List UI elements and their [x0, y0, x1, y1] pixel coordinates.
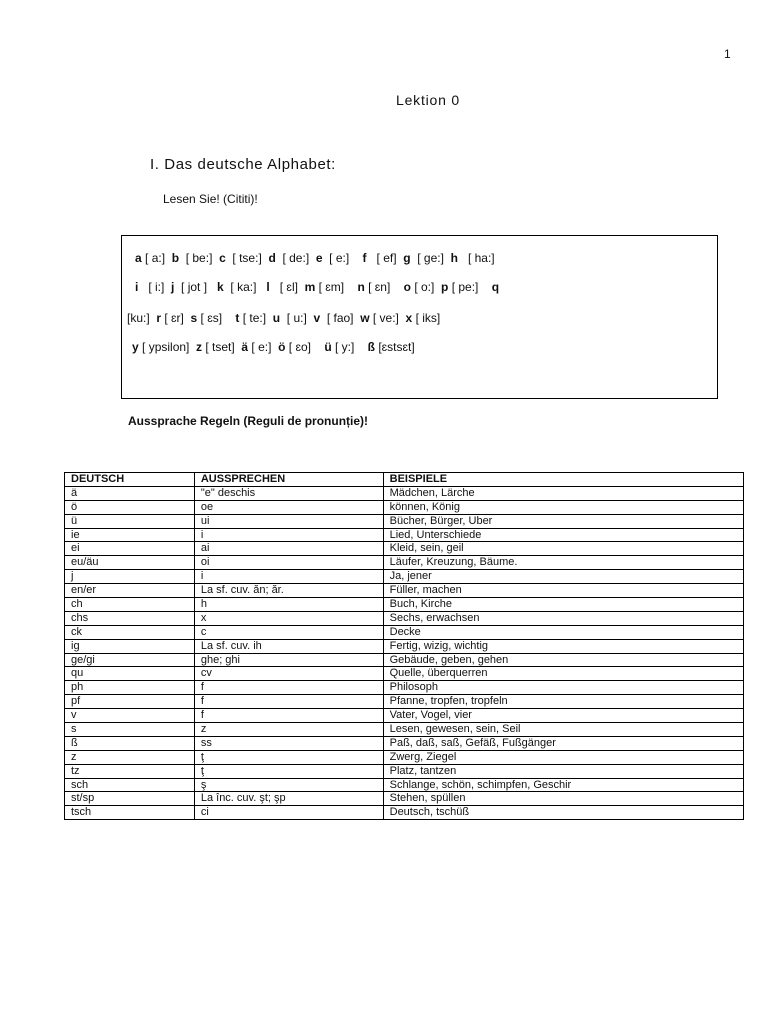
pronunciation: [ tset]: [202, 340, 242, 354]
table-row: [65, 611, 744, 625]
cell-aussprechen: ui: [194, 514, 383, 528]
cell-aussprechen: "e" deschis: [194, 486, 383, 500]
pronunciation: [ be:]: [179, 251, 220, 265]
cell-deutsch: z: [65, 750, 195, 764]
pronunciation: [ ef]: [366, 251, 404, 265]
letter: f: [362, 251, 367, 265]
pronunciation: [ ypsilon]: [138, 340, 197, 354]
cell-deutsch: eu/äu: [65, 556, 195, 570]
cell-aussprechen: La sf. cuv. ăn; ăr.: [194, 584, 383, 598]
cell-aussprechen: ghe; ghi: [194, 653, 383, 667]
letter: i: [135, 280, 139, 294]
cell-aussprechen: ţ: [194, 764, 383, 778]
letter: e: [315, 251, 323, 265]
letter: j: [171, 280, 175, 294]
cell-aussprechen: x: [194, 611, 383, 625]
cell-aussprechen: i: [194, 570, 383, 584]
pronunciation: [ u:]: [280, 311, 314, 325]
cell-deutsch: tz: [65, 764, 195, 778]
pronunciation: [ ɛs]: [197, 311, 236, 325]
letter: u: [272, 311, 281, 325]
table-row: [65, 764, 744, 778]
cell-deutsch: ch: [65, 598, 195, 612]
table-row: [65, 653, 744, 667]
letter: y: [132, 340, 139, 354]
cell-aussprechen: La sf. cuv. ih: [194, 639, 383, 653]
letter: a: [135, 251, 142, 265]
pronunciation: [ ka:]: [223, 280, 267, 294]
cell-aussprechen: La înc. cuv. şt; şp: [194, 792, 383, 806]
cell-beispiele: Platz, tantzen: [383, 764, 743, 778]
cell-aussprechen: oi: [194, 556, 383, 570]
pronunciation: [ i:]: [138, 280, 172, 294]
table-row: [65, 778, 744, 792]
cell-aussprechen: ţ: [194, 750, 383, 764]
cell-beispiele: Füller, machen: [383, 584, 743, 598]
document-title: Lektion 0: [395, 92, 461, 108]
table-row: [65, 514, 744, 528]
cell-beispiele: Philosoph: [383, 681, 743, 695]
table-row: [65, 584, 744, 598]
cell-aussprechen: f: [194, 709, 383, 723]
pronunciation: [ o:]: [411, 280, 442, 294]
cell-deutsch: ge/gi: [65, 653, 195, 667]
cell-beispiele: Deutsch, tschüß: [383, 806, 743, 820]
cell-aussprechen: cv: [194, 667, 383, 681]
pronunciation: [ tse:]: [225, 251, 269, 265]
cell-deutsch: en/er: [65, 584, 195, 598]
letter: x: [405, 311, 413, 325]
letter: m: [304, 280, 316, 294]
table-row: [65, 695, 744, 709]
pronunciation: [ ɛl]: [269, 280, 305, 294]
cell-aussprechen: f: [194, 681, 383, 695]
pronunciation: [ ɛn]: [364, 280, 404, 294]
pronunciation: [ɛstsɛt]: [375, 340, 415, 354]
header-aussprechen: AUSSPRECHEN: [194, 473, 383, 487]
cell-aussprechen: oe: [194, 500, 383, 514]
pronunciation: [ y:]: [331, 340, 368, 354]
cell-deutsch: qu: [65, 667, 195, 681]
pronunciation: [ ge:]: [410, 251, 451, 265]
letter: r: [156, 311, 162, 325]
cell-beispiele: Schlange, schön, schimpfen, Geschir: [383, 778, 743, 792]
pronunciation: [ ha:]: [457, 251, 495, 265]
cell-beispiele: Mädchen, Lärche: [383, 486, 743, 500]
cell-beispiele: Pfanne, tropfen, tropfeln: [383, 695, 743, 709]
pronunciation: [ e:]: [248, 340, 279, 354]
header-beispiele: BEISPIELE: [383, 473, 743, 487]
cell-deutsch: ei: [65, 542, 195, 556]
cell-deutsch: ä: [65, 486, 195, 500]
letter: w: [360, 311, 370, 325]
cell-deutsch: ck: [65, 625, 195, 639]
cell-aussprechen: f: [194, 695, 383, 709]
table-row: [65, 723, 744, 737]
table-row: [65, 709, 744, 723]
table-header-row: [65, 473, 744, 487]
cell-beispiele: Zwerg, Ziegel: [383, 750, 743, 764]
letter: s: [190, 311, 198, 325]
letter: ö: [278, 340, 286, 354]
letter: d: [268, 251, 276, 265]
cell-deutsch: v: [65, 709, 195, 723]
pronunciation: [ pe:]: [448, 280, 492, 294]
alphabet-line-4: [132, 340, 415, 354]
letter: p: [441, 280, 449, 294]
cell-aussprechen: ci: [194, 806, 383, 820]
letter: z: [196, 340, 203, 354]
pronunciation: [ ɛo]: [285, 340, 325, 354]
cell-deutsch: ph: [65, 681, 195, 695]
cell-deutsch: ß: [65, 736, 195, 750]
cell-deutsch: ie: [65, 528, 195, 542]
letter: h: [450, 251, 458, 265]
letter: t: [235, 311, 240, 325]
pronunciation: [ jot ]: [174, 280, 218, 294]
pronunciation-rules-table: [64, 472, 744, 820]
instruction-text: Lesen Sie! (Cititi)!: [163, 192, 258, 206]
header-deutsch: DEUTSCH: [65, 473, 195, 487]
cell-aussprechen: h: [194, 598, 383, 612]
cell-beispiele: Vater, Vogel, vier: [383, 709, 743, 723]
page-number: 1: [724, 47, 731, 61]
cell-aussprechen: c: [194, 625, 383, 639]
pronunciation: [ e:]: [322, 251, 363, 265]
pronunciation: [ iks]: [412, 311, 441, 325]
letter: ü: [324, 340, 332, 354]
letter: n: [357, 280, 365, 294]
table-row: [65, 792, 744, 806]
cell-aussprechen: ai: [194, 542, 383, 556]
cell-beispiele: Ja, jener: [383, 570, 743, 584]
cell-aussprechen: ş: [194, 778, 383, 792]
cell-deutsch: pf: [65, 695, 195, 709]
alphabet-box: [121, 235, 718, 399]
table-row: [65, 667, 744, 681]
cell-deutsch: chs: [65, 611, 195, 625]
rules-heading: Aussprache Regeln (Reguli de pronunție)!: [128, 414, 369, 428]
pronunciation: [ te:]: [239, 311, 273, 325]
letter: l: [266, 280, 270, 294]
cell-beispiele: Bücher, Bürger, Uber: [383, 514, 743, 528]
cell-deutsch: j: [65, 570, 195, 584]
alphabet-line-1: [135, 251, 495, 265]
table-row: [65, 681, 744, 695]
letter: ß: [367, 340, 376, 354]
pronunciation: [ de:]: [275, 251, 316, 265]
table-row: [65, 625, 744, 639]
letter: o: [403, 280, 411, 294]
pronunciation: [ ɛm]: [315, 280, 358, 294]
alphabet-line-2: [135, 280, 499, 294]
cell-beispiele: Buch, Kirche: [383, 598, 743, 612]
alphabet-line-3: [127, 311, 440, 325]
cell-aussprechen: i: [194, 528, 383, 542]
letter: b: [171, 251, 180, 265]
pronunciation: [ ɛr]: [161, 311, 191, 325]
table-row: [65, 806, 744, 820]
cell-beispiele: Läufer, Kreuzung, Bäume.: [383, 556, 743, 570]
table-row: [65, 542, 744, 556]
letter: q: [491, 280, 500, 294]
letter: v: [313, 311, 321, 325]
table-row: [65, 639, 744, 653]
letter: c: [219, 251, 226, 265]
cell-deutsch: st/sp: [65, 792, 195, 806]
cell-deutsch: s: [65, 723, 195, 737]
cell-aussprechen: ss: [194, 736, 383, 750]
table-row: [65, 750, 744, 764]
table-row: [65, 528, 744, 542]
cell-beispiele: Quelle, überquerren: [383, 667, 743, 681]
cell-beispiele: Kleid, sein, geil: [383, 542, 743, 556]
table-row: [65, 556, 744, 570]
cell-deutsch: sch: [65, 778, 195, 792]
cell-beispiele: Fertig, wizig, wichtig: [383, 639, 743, 653]
cell-deutsch: ig: [65, 639, 195, 653]
letter: g: [403, 251, 411, 265]
cell-beispiele: Lied, Unterschiede: [383, 528, 743, 542]
pronunciation: [ fao]: [320, 311, 361, 325]
table-row: [65, 736, 744, 750]
cell-beispiele: Lesen, gewesen, sein, Seil: [383, 723, 743, 737]
cell-beispiele: Gebäude, geben, gehen: [383, 653, 743, 667]
table-row: [65, 486, 744, 500]
cell-beispiele: Decke: [383, 625, 743, 639]
cell-beispiele: Stehen, spüllen: [383, 792, 743, 806]
pronunciation: [ a:]: [141, 251, 172, 265]
cell-beispiele: können, König: [383, 500, 743, 514]
table-row: [65, 570, 744, 584]
cell-beispiele: Sechs, erwachsen: [383, 611, 743, 625]
letter: ä: [241, 340, 249, 354]
letter: k: [217, 280, 224, 294]
pronunciation: [ku:]: [127, 311, 157, 325]
cell-beispiele: Paß, daß, saß, Gefäß, Fußgänger: [383, 736, 743, 750]
cell-deutsch: tsch: [65, 806, 195, 820]
section-heading: I. Das deutsche Alphabet:: [150, 156, 336, 173]
table-row: [65, 500, 744, 514]
pronunciation: [ ve:]: [369, 311, 406, 325]
cell-deutsch: ü: [65, 514, 195, 528]
cell-aussprechen: z: [194, 723, 383, 737]
table-row: [65, 598, 744, 612]
cell-deutsch: ö: [65, 500, 195, 514]
